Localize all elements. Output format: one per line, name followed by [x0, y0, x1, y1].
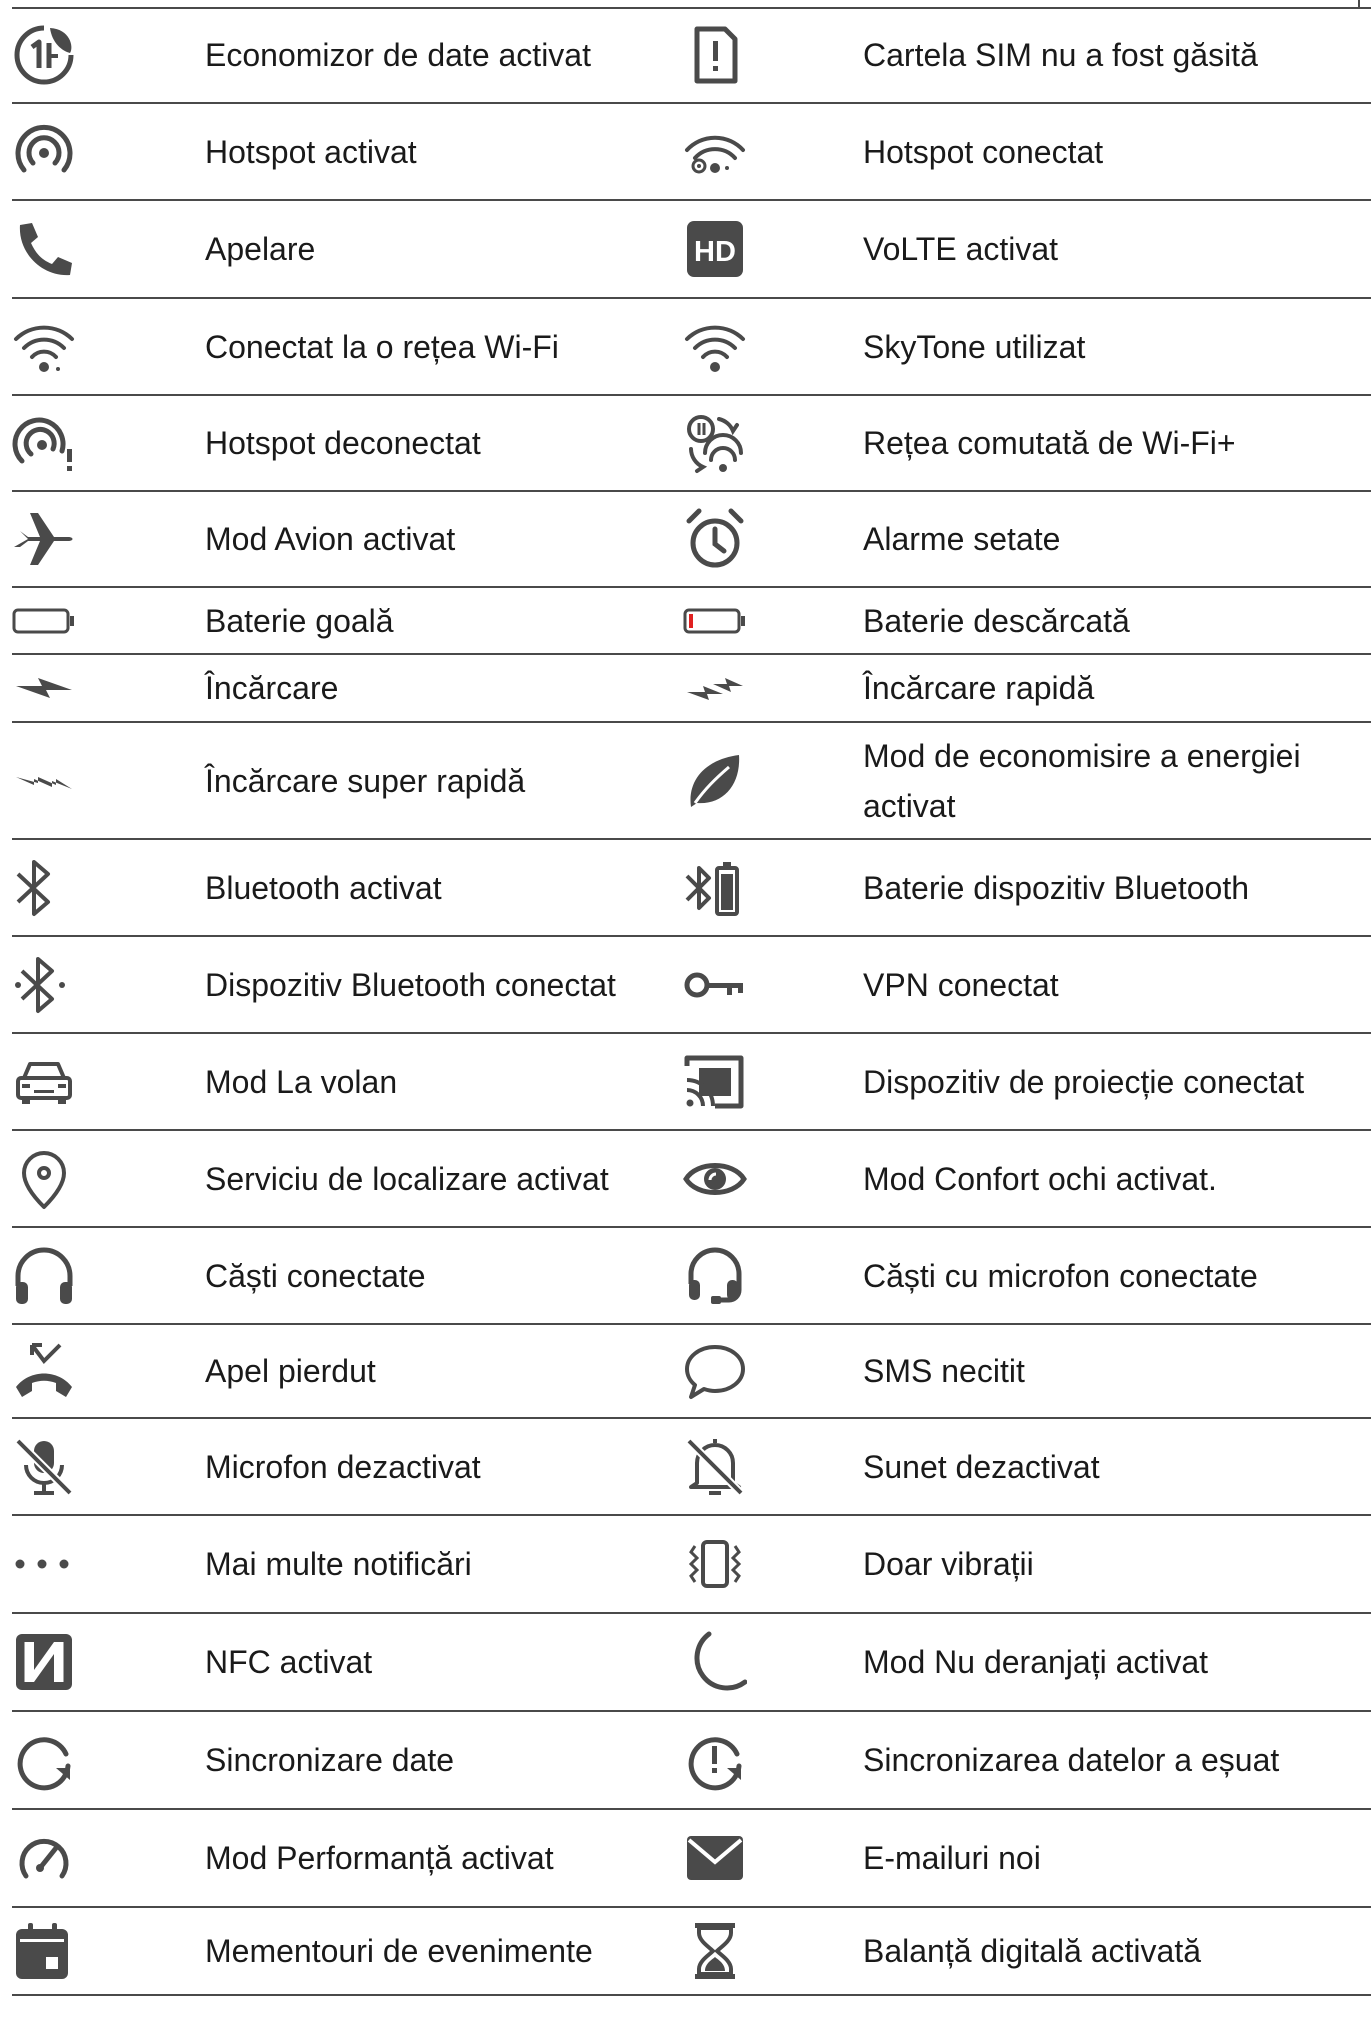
- row-label-right: Alarme setate: [863, 491, 1371, 587]
- table-row: [12, 1711, 1371, 1809]
- row-label-left: Bluetooth activat: [205, 839, 683, 936]
- alarm-icon: [683, 507, 747, 571]
- table-row: [12, 1613, 1371, 1711]
- table-row: [12, 1418, 1371, 1515]
- table-row: [12, 8, 1371, 103]
- row-label-right: VPN conectat: [863, 936, 1371, 1033]
- row-label-left: Mai multe notificări: [205, 1515, 683, 1613]
- fast-charging-icon: [683, 672, 747, 704]
- row-label-left: Sincronizare date: [205, 1711, 683, 1809]
- table-row: [12, 587, 1371, 654]
- headset-mic-icon: [683, 1244, 747, 1308]
- row-label-right: Doar vibrații: [863, 1515, 1371, 1613]
- row-label-left: Mod Performanță activat: [205, 1809, 683, 1907]
- more-dots-icon: [12, 1532, 76, 1596]
- table-row: [12, 1033, 1371, 1130]
- row-label-right: Căști cu microfon conectate: [863, 1227, 1371, 1324]
- row-label-right: E-mailuri noi: [863, 1809, 1371, 1907]
- leaf-icon: [683, 749, 747, 813]
- airplane-icon: [12, 507, 76, 571]
- row-label-right: Cartela SIM nu a fost găsită: [863, 8, 1371, 103]
- table-row: [12, 936, 1371, 1033]
- vibrate-icon: [683, 1532, 747, 1596]
- eye-icon: [683, 1147, 747, 1211]
- cast-icon: [683, 1050, 747, 1114]
- bluetooth-battery-icon: [683, 856, 747, 920]
- table-row: [12, 200, 1371, 298]
- vpn-key-icon: [683, 953, 747, 1017]
- table-row: [12, 395, 1371, 491]
- hd-icon: [683, 217, 747, 281]
- table-row: [12, 298, 1371, 395]
- bluetooth-connected-icon: [12, 953, 76, 1017]
- table-row: [12, 103, 1371, 200]
- row-label-left: Serviciu de localizare activat: [205, 1130, 683, 1227]
- row-label-left: NFC activat: [205, 1613, 683, 1711]
- table-row: [12, 1130, 1371, 1227]
- row-label-left: Mod Avion activat: [205, 491, 683, 587]
- row-label-left: Hotspot deconectat: [205, 395, 683, 491]
- row-label-right: SkyTone utilizat: [863, 298, 1371, 395]
- table-row: [12, 1324, 1371, 1418]
- table-row: [12, 1809, 1371, 1907]
- svg-text:HD: HD: [694, 236, 736, 268]
- sim-missing-icon: [683, 23, 747, 87]
- sync-failed-icon: [683, 1728, 747, 1792]
- bell-off-icon: [683, 1435, 747, 1499]
- charging-icon: [12, 672, 76, 704]
- sync-icon: [12, 1728, 76, 1792]
- row-label-right: SMS necitit: [863, 1324, 1371, 1418]
- row-label-left: Conectat la o rețea Wi-Fi: [205, 298, 683, 395]
- row-label-right: Baterie dispozitiv Bluetooth: [863, 839, 1371, 936]
- row-label-left: Apelare: [205, 200, 683, 298]
- hotspot-icon: [12, 120, 76, 184]
- row-label-right: VoLTE activat: [863, 200, 1371, 298]
- mic-off-icon: [12, 1435, 76, 1499]
- row-label-left: Dispozitiv Bluetooth conectat: [205, 936, 683, 1033]
- calendar-icon: [12, 1919, 76, 1983]
- moon-icon: [683, 1630, 747, 1694]
- table-row: [12, 722, 1371, 839]
- wifi-connected-icon: [12, 315, 76, 379]
- table-row: [12, 1227, 1371, 1324]
- row-label-left: Hotspot activat: [205, 103, 683, 200]
- row-label-right: Încărcare rapidă: [863, 654, 1371, 722]
- row-label-left: Mod La volan: [205, 1033, 683, 1130]
- hotspot-connected-icon: [683, 120, 747, 184]
- missed-call-icon: [12, 1339, 76, 1403]
- battery-empty-icon: [12, 605, 76, 637]
- hotspot-disconnected-icon: [12, 411, 76, 475]
- wifi-plus-switch-icon: [683, 411, 747, 475]
- car-icon: [12, 1050, 76, 1114]
- table-row: [12, 839, 1371, 936]
- table-row: [12, 491, 1371, 587]
- row-label-right: Mod Nu deranjați activat: [863, 1613, 1371, 1711]
- row-label-right: Dispozitiv de proiecție conectat: [863, 1033, 1371, 1130]
- location-pin-icon: [12, 1147, 76, 1211]
- row-label-left: Apel pierdut: [205, 1324, 683, 1418]
- table-row: [12, 1515, 1371, 1613]
- phone-icon: [12, 217, 76, 281]
- row-label-left: Economizor de date activat: [205, 8, 683, 103]
- top-rule-tick: [1358, 0, 1360, 8]
- headphones-icon: [12, 1244, 76, 1308]
- hourglass-icon: [683, 1919, 747, 1983]
- speedometer-icon: [12, 1826, 76, 1890]
- nfc-icon: [12, 1630, 76, 1694]
- skytone-wifi-icon: [683, 315, 747, 379]
- super-charging-icon: [12, 765, 76, 797]
- table-row: [12, 1907, 1371, 1995]
- row-label-left: Căști conectate: [205, 1227, 683, 1324]
- row-label-right: Mod de economisire a energiei activat: [863, 722, 1371, 839]
- row-label-right: Mod Confort ochi activat.: [863, 1130, 1371, 1227]
- row-label-right: Sincronizarea datelor a eșuat: [863, 1711, 1371, 1809]
- table-row: [12, 654, 1371, 722]
- bluetooth-icon: [12, 856, 76, 920]
- row-label-right: Hotspot conectat: [863, 103, 1371, 200]
- row-label-right: Rețea comutată de Wi-Fi+: [863, 395, 1371, 491]
- row-label-left: Mementouri de evenimente: [205, 1907, 683, 1995]
- row-label-left: Microfon dezactivat: [205, 1418, 683, 1515]
- message-bubble-icon: [683, 1339, 747, 1403]
- envelope-icon: [683, 1826, 747, 1890]
- battery-low-icon: [683, 605, 747, 637]
- row-label-left: Baterie goală: [205, 587, 683, 654]
- data-saver-icon: [12, 23, 76, 87]
- row-label-left: Încărcare: [205, 654, 683, 722]
- row-label-right: Balanță digitală activată: [863, 1907, 1371, 1995]
- status-icon-table: [12, 8, 1371, 1996]
- row-label-right: Baterie descărcată: [863, 587, 1371, 654]
- row-label-right: Sunet dezactivat: [863, 1418, 1371, 1515]
- row-label-left: Încărcare super rapidă: [205, 722, 683, 839]
